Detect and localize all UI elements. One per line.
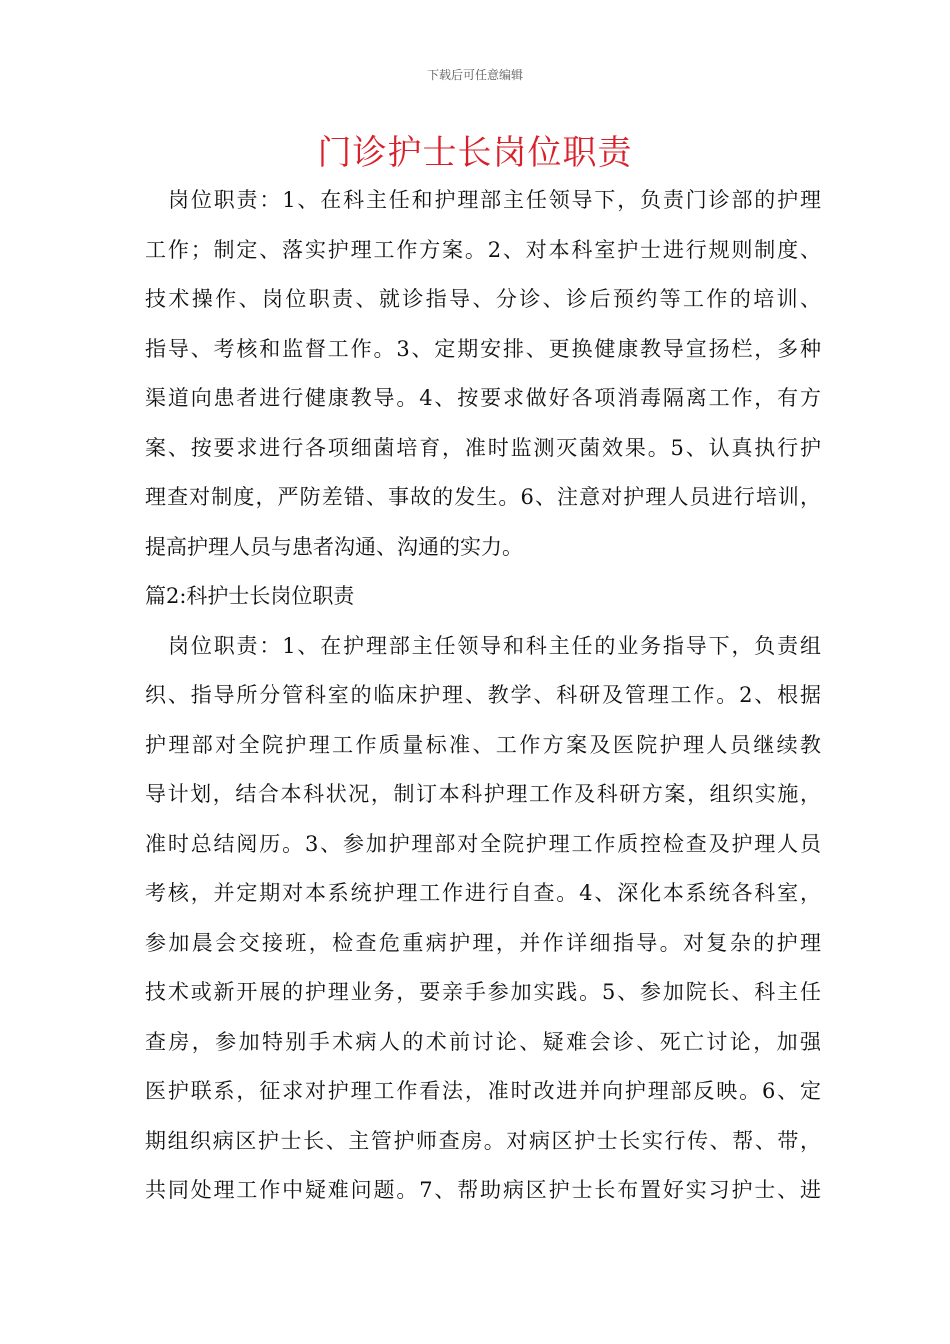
section-1-body [145,176,821,572]
paragraph-line: 参加晨会交接班，检查危重病护理，并作详细指导。对复杂的护理 [145,930,821,955]
paragraph-line: 考核，并定期对本系统护理工作进行自查。4、深化本系统各科室， [145,881,821,905]
page-header-note: 下载后可任意编辑 [426,68,523,82]
paragraph-line: 医护联系，征求对护理工作看法，准时改进并向护理部反映。6、定 [145,1079,821,1103]
document-title: 门诊护士长岗位职责 [317,133,633,173]
paragraph-line: 岗位职责：1、在护理部主任领导和科主任的业务指导下，负责组 [168,633,821,658]
paragraph-line: 理查对制度，严防差错、事故的发生。6、注意对护理人员进行培训， [145,485,821,509]
paragraph-line: 技术操作、岗位职责、就诊指导、分诊、诊后预约等工作的培训、 [145,287,821,311]
section-2-body [145,622,821,1216]
paragraph-line: 岗位职责：1、在科主任和护理部主任领导下，负责门诊部的护理 [168,188,821,212]
paragraph-line: 护理部对全院护理工作质量标准、工作方案及医院护理人员继续教 [145,732,821,757]
paragraph-line: 案、按要求进行各项细菌培育，准时监测灭菌效果。5、认真执行护 [145,435,821,460]
paragraph-line: 导计划，结合本科状况，制订本科护理工作及科研方案，组织实施， [145,782,821,806]
paragraph-line: 准时总结阅历。3、参加护理部对全院护理工作质控检查及护理人员 [145,831,821,856]
paragraph-line: 提高护理人员与患者沟通、沟通的实力。 [145,534,523,559]
paragraph-line: 指导、考核和监督工作。3、定期安排、更换健康教导宣扬栏，多种 [145,336,821,361]
paragraph-line: 共同处理工作中疑难问题。7、帮助病区护士长布置好实习护士、进 [145,1178,821,1202]
section-2-heading: 篇2:科护士长岗位职责 [145,584,355,608]
paragraph-line: 查房，参加特别手术病人的术前讨论、疑难会诊、死亡讨论，加强 [145,1029,821,1054]
paragraph-line: 期组织病区护士长、主管护师查房。对病区护士长实行传、帮、带， [145,1128,821,1153]
paragraph-line: 渠道向患者进行健康教导。4、按要求做好各项消毒隔离工作，有方 [145,386,821,410]
paragraph-line: 技术或新开展的护理业务，要亲手参加实践。5、参加院长、科主任 [145,980,821,1004]
document-body [145,176,821,1216]
paragraph-line: 工作；制定、落实护理工作方案。2、对本科室护士进行规则制度、 [145,237,821,262]
paragraph-line: 织、指导所分管科室的临床护理、教学、科研及管理工作。2、根据 [145,683,821,707]
